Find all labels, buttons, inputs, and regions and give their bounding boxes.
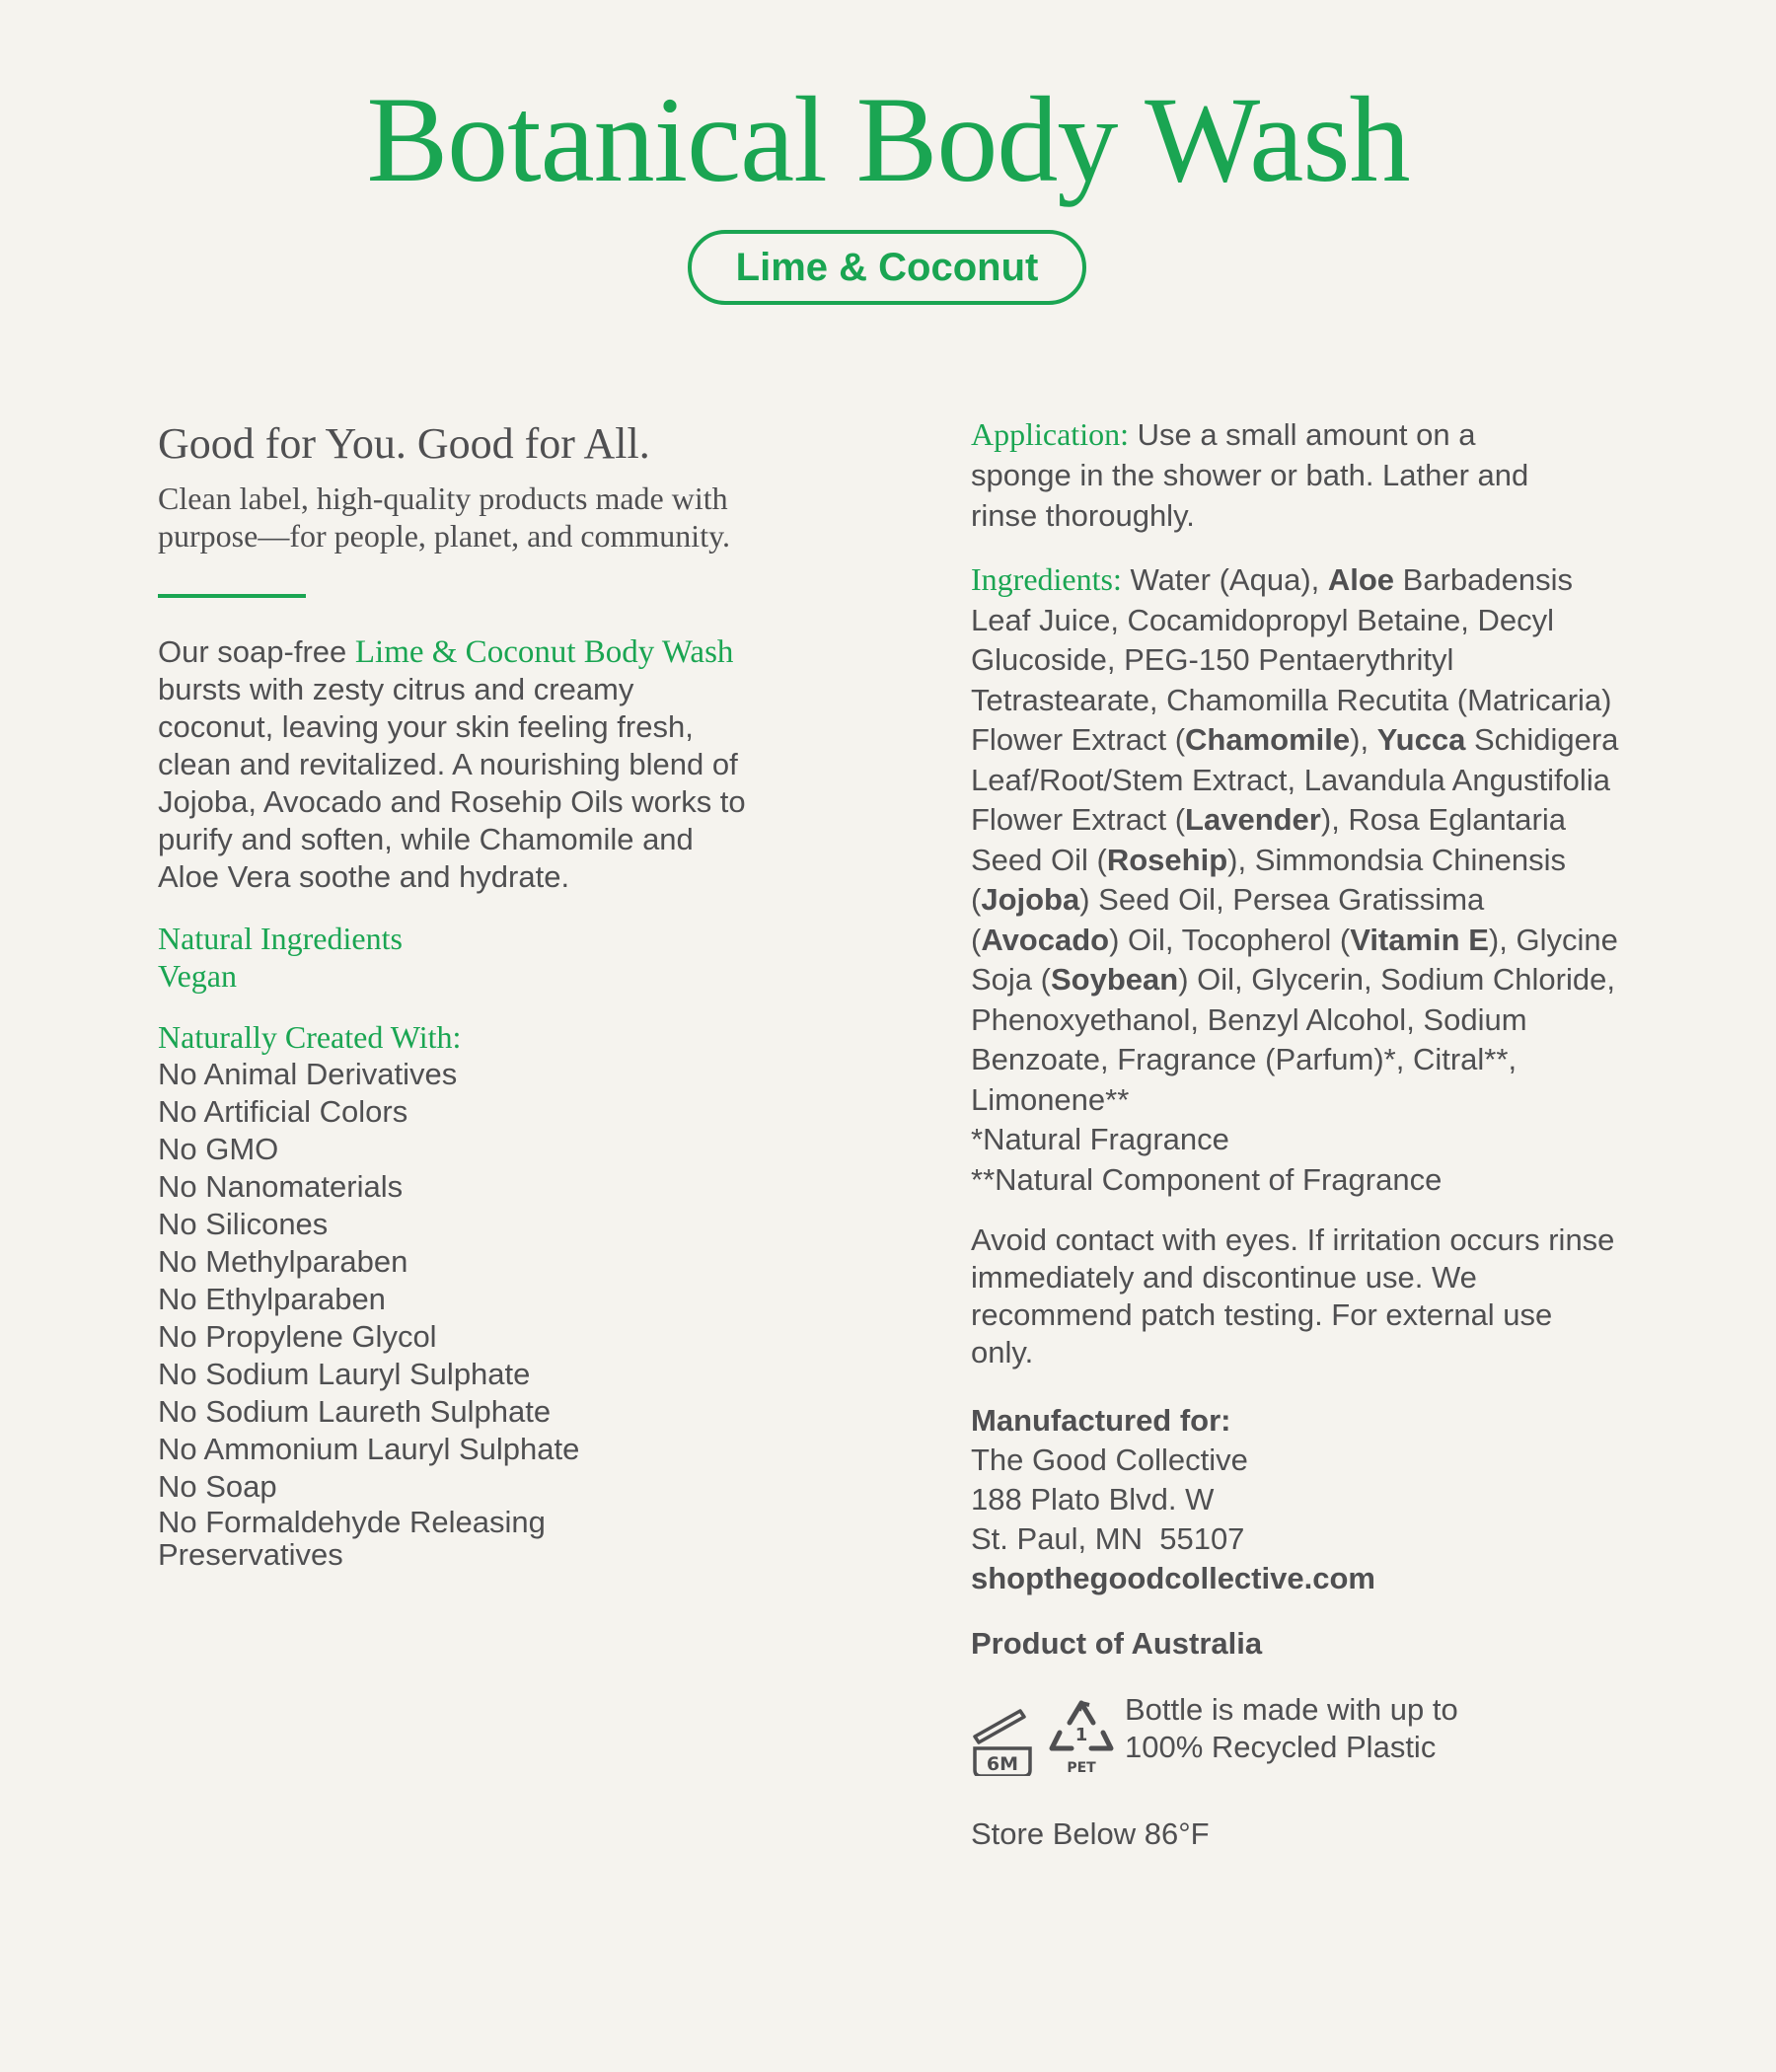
description-lead: Our soap-free: [158, 634, 355, 669]
variant-badge: [688, 230, 1086, 305]
footnote-fragrance-component: **Natural Component of Fragrance: [971, 1161, 1443, 1197]
product-title: Botanical Body Wash: [366, 72, 1410, 207]
recycle-icon: [1048, 1697, 1115, 1780]
address-line-1: 188 Plato Blvd. W: [971, 1482, 1215, 1517]
ingredient-key: Chamomile: [1185, 722, 1351, 757]
variant-label: Lime & Coconut: [735, 245, 1039, 289]
warning-text: Avoid contact with eyes. If irritation occurs rinse immediately and discontinue use. We recommend patch testing. For external use only.: [971, 1222, 1615, 1369]
list-item: No Soap: [158, 1469, 277, 1504]
resin-code: 1: [1074, 1725, 1088, 1745]
application-section: [971, 414, 1563, 536]
ingredient-text: ) Oil, Glycerin, Sodium Chloride, Phenoxyethanol, Benzyl Alcohol, Sodium Benzoate, Fragrance (Parfum)*, Citral**, Limonene**: [971, 962, 1615, 1117]
intro-text: Clean label, high-quality products made with purpose—for people, planet, and community.: [158, 481, 730, 554]
website-link[interactable]: shopthegoodcollective.com: [971, 1561, 1375, 1595]
ingredient-text: Water (Aqua),: [1121, 562, 1328, 597]
storage-text: Store Below 86°F: [971, 1816, 1210, 1851]
feature-item: Vegan: [158, 958, 237, 994]
ingredient-key: Vitamin E: [1350, 922, 1489, 957]
ingredient-key: Jojoba: [981, 882, 1080, 917]
application-text: Use a small amount on a sponge in the shower or bath. Lather and rinse thoroughly.: [971, 417, 1529, 533]
list-item: No Artificial Colors: [158, 1094, 408, 1129]
left-column: [158, 414, 750, 1571]
features-list: [158, 920, 750, 995]
manufacturer-name: The Good Collective: [971, 1443, 1248, 1477]
ingredient-text: ) Seed Oil, Persea Gratissima (: [971, 882, 1485, 957]
origin-text: Product of Australia: [971, 1626, 1263, 1661]
list-item: No Methylparaben: [158, 1244, 408, 1279]
manufacturer-label: Manufactured for:: [971, 1403, 1231, 1438]
ingredient-text: ), Rosa Eglantaria Seed Oil (: [971, 802, 1566, 877]
description-body: bursts with zesty citrus and creamy coconut, leaving your skin feeling fresh, clean and revitalized. A nourishing blend of Jojoba, Avocado and Rosehip Oils works to purify and soften, while Chamomile and Aloe Vera soothe and hydrate.: [158, 672, 746, 894]
list-item: No Sodium Laureth Sulphate: [158, 1394, 552, 1429]
ingredient-key: Soybean: [1050, 962, 1179, 997]
free-from-list: [158, 1056, 750, 1571]
application-label: Application:: [971, 416, 1129, 452]
manufacturer-block: [971, 1401, 1622, 1598]
pao-label: 6M: [986, 1753, 1019, 1775]
list-item: No GMO: [158, 1132, 279, 1166]
ingredient-text: Schidigera Leaf/Root/Stem Extract, Lavandula Angustifolia Flower Extract (: [971, 722, 1619, 837]
list-item: No Ammonium Lauryl Sulphate: [158, 1432, 580, 1466]
list-item: No Propylene Glycol: [158, 1319, 437, 1354]
divider: [158, 594, 306, 598]
ingredient-key: Aloe: [1327, 562, 1395, 597]
ingredient-text: ), Simmondsia Chinensis (: [971, 842, 1566, 917]
open-jar-icon: [971, 1697, 1034, 1776]
footnote-natural-fragrance: *Natural Fragrance: [971, 1122, 1229, 1156]
ingredient-text: ), Glycine Soja (: [971, 922, 1618, 997]
recycling-info: [971, 1692, 1622, 1780]
product-description: [158, 633, 750, 896]
description-product-name: Lime & Coconut Body Wash: [354, 634, 734, 670]
list-item: No Sodium Lauryl Sulphate: [158, 1357, 531, 1391]
free-from-section: [158, 1018, 750, 1571]
list-item: No Animal Derivatives: [158, 1057, 458, 1091]
list-item: No Silicones: [158, 1207, 329, 1241]
resin-label: PET: [1067, 1760, 1096, 1776]
ingredient-text: ) Oil, Tocopherol (: [1109, 922, 1351, 957]
tagline: Good for You. Good for All.: [158, 419, 650, 468]
list-item: No Formaldehyde Releasing Preservatives: [158, 1505, 546, 1572]
ingredients-label: Ingredients:: [971, 561, 1122, 597]
right-column: [971, 414, 1622, 1854]
address-line-2: St. Paul, MN 55107: [971, 1521, 1245, 1556]
packaging-icons: [971, 1697, 1125, 1780]
ingredient-key: Rosehip: [1106, 842, 1228, 877]
ingredient-key: Lavender: [1185, 802, 1321, 837]
ingredient-text: Barbadensis Leaf Juice, Cocamidopropyl Betaine, Decyl Glucoside, PEG-150 Pentaerythrityl Tetrastearate, Chamomilla Recutita (Matricaria) Flower Extract (: [971, 562, 1612, 757]
ingredient-key: Avocado: [981, 922, 1110, 957]
list-item: No Ethylparaben: [158, 1282, 386, 1316]
feature-item: Natural Ingredients: [158, 921, 403, 956]
recycle-text: Bottle is made with up to 100% Recycled Plastic: [1125, 1692, 1458, 1764]
list-item: No Nanomaterials: [158, 1169, 404, 1204]
ingredient-text: ),: [1350, 722, 1377, 757]
ingredient-key: Yucca: [1376, 722, 1466, 757]
ingredients-section: [971, 559, 1622, 1120]
free-from-heading: Naturally Created With:: [158, 1019, 462, 1055]
